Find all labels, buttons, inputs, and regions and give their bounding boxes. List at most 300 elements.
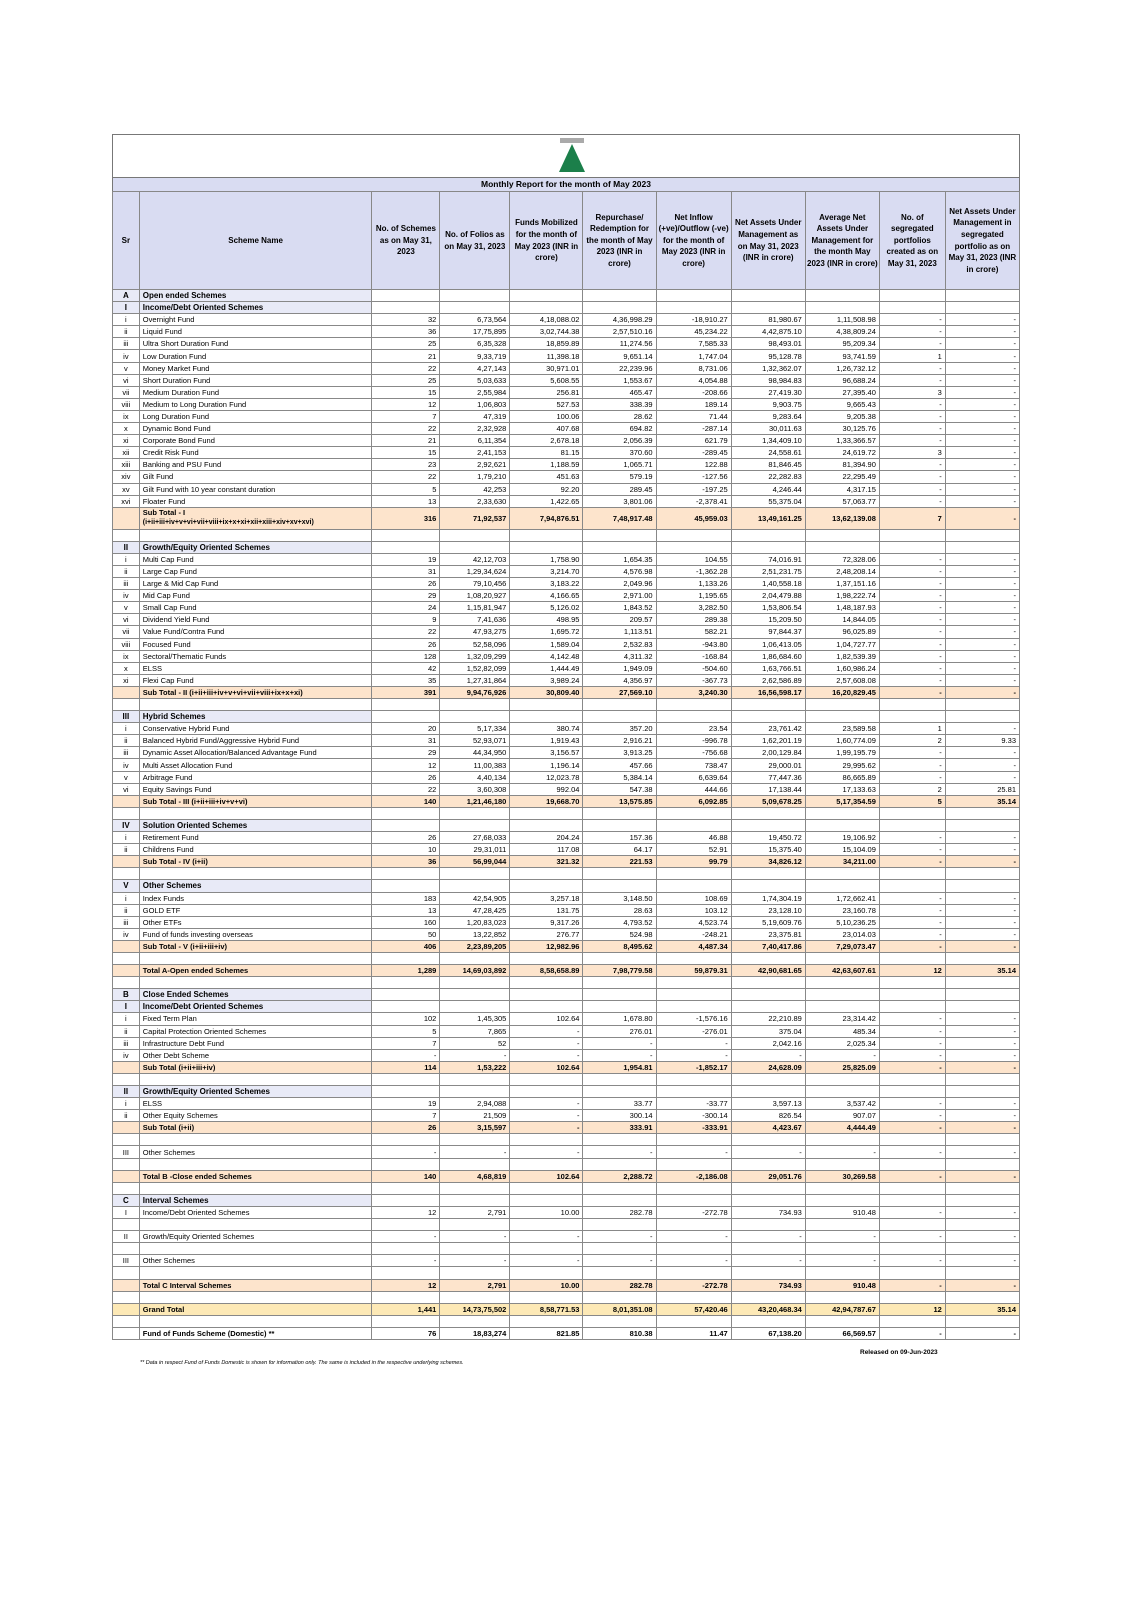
empty-cell <box>510 952 583 964</box>
row-name: Sub Total - III (i+ii+iii+iv+v+vi) <box>139 795 372 807</box>
row-value: 4,444.49 <box>805 1122 879 1134</box>
row-value: 992.04 <box>510 783 583 795</box>
empty-cell <box>805 1086 879 1098</box>
row-value: - <box>945 483 1019 495</box>
row-name: Corporate Bond Fund <box>139 435 372 447</box>
col-header: No. of Schemes as on May 31, 2023 <box>372 192 440 290</box>
row-value: 1,74,304.19 <box>731 892 805 904</box>
row-value: - <box>945 723 1019 735</box>
row-value: 579.19 <box>583 471 656 483</box>
report-table <box>112 191 1020 1340</box>
row-name: Money Market Fund <box>139 362 372 374</box>
section-header-row <box>113 880 1020 892</box>
empty-cell <box>440 541 510 553</box>
empty-cell <box>731 711 805 723</box>
row-name: Other Debt Scheme <box>139 1049 372 1061</box>
row-value: 45,234.22 <box>656 326 731 338</box>
row-value: - <box>879 1327 945 1339</box>
empty-cell <box>945 952 1019 964</box>
logo-area <box>112 134 1020 177</box>
row-value: 1,654.35 <box>583 553 656 565</box>
empty-cell <box>510 1158 583 1170</box>
total-row <box>113 1303 1020 1315</box>
empty-cell <box>656 1243 731 1255</box>
spacer-row <box>113 1219 1020 1231</box>
row-value: 5,384.14 <box>583 771 656 783</box>
row-value: -197.25 <box>656 483 731 495</box>
row-value: 9,33,719 <box>440 350 510 362</box>
empty-cell <box>440 1219 510 1231</box>
section-title: Open ended Schemes <box>139 290 372 302</box>
total-row <box>113 507 1020 529</box>
empty-cell <box>510 989 583 1001</box>
row-value: 47,93,275 <box>440 626 510 638</box>
empty-cell <box>945 711 1019 723</box>
row-value: 30,125.76 <box>805 423 879 435</box>
empty-cell <box>731 1182 805 1194</box>
table-row <box>113 650 1020 662</box>
table-row <box>113 928 1020 940</box>
row-name: Low Duration Fund <box>139 350 372 362</box>
spacer-row <box>113 1267 1020 1279</box>
row-value: - <box>656 1255 731 1267</box>
empty-cell <box>113 952 140 964</box>
row-name: Large & Mid Cap Fund <box>139 578 372 590</box>
row-value: - <box>879 578 945 590</box>
row-value: - <box>945 374 1019 386</box>
row-value: 1,695.72 <box>510 626 583 638</box>
row-value: 24,558.61 <box>731 447 805 459</box>
row-value: 1,63,766.51 <box>731 662 805 674</box>
row-sr: xi <box>113 674 140 686</box>
row-value: - <box>510 1110 583 1122</box>
row-value: - <box>879 638 945 650</box>
col-header: Net Assets Under Management as on May 31, 2023 (INR in crore) <box>731 192 805 290</box>
row-value: 19,668.70 <box>510 795 583 807</box>
row-sr: iii <box>113 578 140 590</box>
row-value: - <box>879 674 945 686</box>
empty-cell <box>510 1243 583 1255</box>
empty-cell <box>945 880 1019 892</box>
row-value: 1,919.43 <box>510 735 583 747</box>
empty-cell <box>879 1219 945 1231</box>
row-value: 117.08 <box>510 844 583 856</box>
empty-cell <box>945 819 1019 831</box>
row-value: - <box>945 1231 1019 1243</box>
row-value: 42 <box>372 662 440 674</box>
row-sr: i <box>113 892 140 904</box>
row-value: 12 <box>879 965 945 977</box>
empty-cell <box>656 1194 731 1206</box>
row-value: 1,113.51 <box>583 626 656 638</box>
row-value: 66,569.57 <box>805 1327 879 1339</box>
row-sr: I <box>113 302 140 314</box>
empty-cell <box>440 1001 510 1013</box>
row-value: -127.56 <box>656 471 731 483</box>
empty-cell <box>879 699 945 711</box>
row-value: - <box>440 1146 510 1158</box>
empty-cell <box>583 1001 656 1013</box>
row-value: -272.78 <box>656 1206 731 1218</box>
row-value: - <box>879 326 945 338</box>
row-value: 103.12 <box>656 904 731 916</box>
table-row <box>113 374 1020 386</box>
row-value: 9,665.43 <box>805 398 879 410</box>
row-value: 1,79,210 <box>440 471 510 483</box>
row-value: - <box>583 1231 656 1243</box>
row-sr: ii <box>113 735 140 747</box>
table-row <box>113 565 1020 577</box>
empty-cell <box>656 541 731 553</box>
empty-cell <box>372 711 440 723</box>
row-value: - <box>945 1327 1019 1339</box>
row-value: 42,253 <box>440 483 510 495</box>
row-value: 93,741.59 <box>805 350 879 362</box>
empty-cell <box>805 977 879 989</box>
row-value: 59,879.31 <box>656 965 731 977</box>
empty-cell <box>805 1134 879 1146</box>
row-value: 4,38,809.24 <box>805 326 879 338</box>
empty-cell <box>113 868 140 880</box>
section-title: Other Schemes <box>139 880 372 892</box>
row-value: 621.79 <box>656 435 731 447</box>
row-name: GOLD ETF <box>139 904 372 916</box>
row-value: - <box>879 614 945 626</box>
row-value: - <box>945 410 1019 422</box>
row-value: 1,45,305 <box>440 1013 510 1025</box>
empty-cell <box>805 1243 879 1255</box>
row-value: 4,36,998.29 <box>583 314 656 326</box>
table-row <box>113 350 1020 362</box>
empty-cell <box>656 1086 731 1098</box>
row-value: 10.00 <box>510 1279 583 1291</box>
row-value: 2,57,510.16 <box>583 326 656 338</box>
row-value: 826.54 <box>731 1110 805 1122</box>
row-name: Liquid Fund <box>139 326 372 338</box>
row-value: 289.38 <box>656 614 731 626</box>
row-value: 24,628.09 <box>731 1061 805 1073</box>
row-value: - <box>945 1170 1019 1182</box>
row-value: 406 <box>372 940 440 952</box>
section-title: Growth/Equity Oriented Schemes <box>139 541 372 553</box>
empty-cell <box>731 1134 805 1146</box>
empty-cell <box>879 1086 945 1098</box>
empty-cell <box>731 529 805 541</box>
row-value: 3,02,744.38 <box>510 326 583 338</box>
row-value: 140 <box>372 795 440 807</box>
table-row <box>113 759 1020 771</box>
row-name: Overnight Fund <box>139 314 372 326</box>
row-name: Multi Cap Fund <box>139 553 372 565</box>
released-date: Released on 09-Jun-2023 <box>860 1349 938 1356</box>
empty-cell <box>731 541 805 553</box>
empty-cell <box>510 699 583 711</box>
row-name: Retirement Fund <box>139 832 372 844</box>
row-value: 357.20 <box>583 723 656 735</box>
empty-cell <box>583 1158 656 1170</box>
row-value: - <box>372 1146 440 1158</box>
table-row <box>113 614 1020 626</box>
row-value: - <box>945 590 1019 602</box>
row-name: Gilt Fund with 10 year constant duration <box>139 483 372 495</box>
row-value: 11,274.56 <box>583 338 656 350</box>
empty-cell <box>440 1086 510 1098</box>
row-value: -33.77 <box>656 1098 731 1110</box>
row-name: Gilt Fund <box>139 471 372 483</box>
row-value: 3,989.24 <box>510 674 583 686</box>
row-value: 407.68 <box>510 423 583 435</box>
row-value: 22,239.96 <box>583 362 656 374</box>
empty-cell <box>879 1243 945 1255</box>
row-value: 12 <box>372 1279 440 1291</box>
row-value: 1,195.65 <box>656 590 731 602</box>
row-value: 9.33 <box>945 735 1019 747</box>
row-name: Long Duration Fund <box>139 410 372 422</box>
section-header-row <box>113 1001 1020 1013</box>
row-value: - <box>945 1037 1019 1049</box>
col-header: No. of segregated portfolios created as on May 31, 2023 <box>879 192 945 290</box>
row-value: 1,34,409.10 <box>731 435 805 447</box>
table-row <box>113 626 1020 638</box>
row-sr: iii <box>113 747 140 759</box>
table-row <box>113 1255 1020 1267</box>
row-value: 47,28,425 <box>440 904 510 916</box>
table-row <box>113 844 1020 856</box>
row-value: 25 <box>372 338 440 350</box>
row-name: Total A-Open ended Schemes <box>139 965 372 977</box>
empty-cell <box>372 880 440 892</box>
row-value: 102.64 <box>510 1170 583 1182</box>
row-value: 1 <box>879 723 945 735</box>
row-value: - <box>879 590 945 602</box>
row-value: -333.91 <box>656 1122 731 1134</box>
row-sr <box>113 795 140 807</box>
section-header-row <box>113 711 1020 723</box>
empty-cell <box>372 1243 440 1255</box>
spacer-row <box>113 1182 1020 1194</box>
row-value: - <box>945 940 1019 952</box>
row-value: 3 <box>879 386 945 398</box>
empty-cell <box>656 1158 731 1170</box>
row-value: 2,57,608.08 <box>805 674 879 686</box>
row-value: -996.78 <box>656 735 731 747</box>
row-value: 26 <box>372 1122 440 1134</box>
row-value: 2 <box>879 735 945 747</box>
row-sr: iv <box>113 759 140 771</box>
row-value: 19 <box>372 1098 440 1110</box>
row-value: - <box>879 832 945 844</box>
empty-cell <box>879 977 945 989</box>
empty-cell <box>879 290 945 302</box>
row-value: 1,133.26 <box>656 578 731 590</box>
row-value: - <box>879 1255 945 1267</box>
row-value: 140 <box>372 1170 440 1182</box>
empty-cell <box>510 819 583 831</box>
row-name: Small Cap Fund <box>139 602 372 614</box>
row-name: Mid Cap Fund <box>139 590 372 602</box>
total-row <box>113 1327 1020 1339</box>
row-value: 7,98,779.58 <box>583 965 656 977</box>
empty-cell <box>656 989 731 1001</box>
table-row <box>113 447 1020 459</box>
row-value: - <box>945 362 1019 374</box>
row-value: - <box>945 686 1019 698</box>
row-value: 22 <box>372 783 440 795</box>
spacer-row <box>113 868 1020 880</box>
empty-cell <box>372 977 440 989</box>
row-value: 102 <box>372 1013 440 1025</box>
row-value: - <box>945 1025 1019 1037</box>
row-value: 14,844.05 <box>805 614 879 626</box>
row-name: Sub Total (i+ii+iii+iv) <box>139 1061 372 1073</box>
row-value: 50 <box>372 928 440 940</box>
row-value: 28.62 <box>583 410 656 422</box>
row-value: 10 <box>372 844 440 856</box>
row-value: 1,82,539.39 <box>805 650 879 662</box>
section-title: Close Ended Schemes <box>139 989 372 1001</box>
row-value: - <box>731 1049 805 1061</box>
col-header: Funds Mobilized for the month of May 2023 (INR in crore) <box>510 192 583 290</box>
row-value: 7 <box>372 1037 440 1049</box>
row-value: - <box>945 553 1019 565</box>
row-value: 5,17,354.59 <box>805 795 879 807</box>
row-value: - <box>945 844 1019 856</box>
row-sr: ii <box>113 565 140 577</box>
row-name: Floater Fund <box>139 495 372 507</box>
row-value: - <box>879 423 945 435</box>
row-value: 19 <box>372 553 440 565</box>
row-value: - <box>945 326 1019 338</box>
row-value: 4,356.97 <box>583 674 656 686</box>
empty-cell <box>139 977 372 989</box>
row-sr: II <box>113 541 140 553</box>
row-value: 1,98,222.74 <box>805 590 879 602</box>
row-value: 4,523.74 <box>656 916 731 928</box>
table-row <box>113 1037 1020 1049</box>
empty-cell <box>731 977 805 989</box>
row-value: 25.81 <box>945 783 1019 795</box>
total-row <box>113 1170 1020 1182</box>
empty-cell <box>113 1073 140 1085</box>
spacer-row <box>113 1243 1020 1255</box>
empty-cell <box>583 977 656 989</box>
row-value: - <box>945 1255 1019 1267</box>
empty-cell <box>139 1267 372 1279</box>
row-sr: v <box>113 602 140 614</box>
empty-cell <box>656 880 731 892</box>
row-value: 29,995.62 <box>805 759 879 771</box>
row-name: ELSS <box>139 1098 372 1110</box>
row-value: 1,27,31,864 <box>440 674 510 686</box>
row-value: 9,94,76,926 <box>440 686 510 698</box>
row-value: 35.14 <box>945 795 1019 807</box>
row-value: - <box>731 1146 805 1158</box>
row-value: 3,537.42 <box>805 1098 879 1110</box>
row-value: 2,791 <box>440 1279 510 1291</box>
row-value: 27,419.30 <box>731 386 805 398</box>
row-value: 2,92,621 <box>440 459 510 471</box>
row-sr: II <box>113 1231 140 1243</box>
row-value: - <box>879 1037 945 1049</box>
empty-cell <box>510 302 583 314</box>
table-row <box>113 735 1020 747</box>
row-sr: xv <box>113 483 140 495</box>
row-value: 3,183.22 <box>510 578 583 590</box>
row-value: 8,495.62 <box>583 940 656 952</box>
empty-cell <box>805 1291 879 1303</box>
row-value: 2,025.34 <box>805 1037 879 1049</box>
row-name: Income/Debt Oriented Schemes <box>139 1206 372 1218</box>
row-value: 81.15 <box>510 447 583 459</box>
row-value: 30,269.58 <box>805 1170 879 1182</box>
row-value: - <box>372 1255 440 1267</box>
row-sr: B <box>113 989 140 1001</box>
total-row <box>113 1061 1020 1073</box>
row-value: 34,826.12 <box>731 856 805 868</box>
row-sr: i <box>113 553 140 565</box>
row-value: 1,678.80 <box>583 1013 656 1025</box>
empty-cell <box>372 1086 440 1098</box>
row-sr: vi <box>113 783 140 795</box>
empty-cell <box>440 302 510 314</box>
row-name: Equity Savings Fund <box>139 783 372 795</box>
row-value: 160 <box>372 916 440 928</box>
col-header: Scheme Name <box>139 192 372 290</box>
row-value: 42,94,787.67 <box>805 1303 879 1315</box>
row-value: 4,68,819 <box>440 1170 510 1182</box>
row-name: ELSS <box>139 662 372 674</box>
row-sr: v <box>113 362 140 374</box>
row-value: 11.47 <box>656 1327 731 1339</box>
empty-cell <box>731 819 805 831</box>
row-value: 910.48 <box>805 1206 879 1218</box>
row-value: 1,06,413.05 <box>731 638 805 650</box>
empty-cell <box>440 880 510 892</box>
row-value: 3,597.13 <box>731 1098 805 1110</box>
table-row <box>113 578 1020 590</box>
empty-cell <box>805 1315 879 1327</box>
empty-cell <box>440 1291 510 1303</box>
row-sr: vi <box>113 614 140 626</box>
empty-cell <box>440 1073 510 1085</box>
row-value: 2,62,586.89 <box>731 674 805 686</box>
row-value: 96,688.24 <box>805 374 879 386</box>
empty-cell <box>656 952 731 964</box>
row-value: 7,41,636 <box>440 614 510 626</box>
empty-cell <box>510 977 583 989</box>
row-value: 81,980.67 <box>731 314 805 326</box>
row-sr: ii <box>113 904 140 916</box>
row-value: - <box>879 1025 945 1037</box>
empty-cell <box>510 1315 583 1327</box>
row-value: - <box>945 1049 1019 1061</box>
row-value: 5,10,236.25 <box>805 916 879 928</box>
row-sr: iv <box>113 928 140 940</box>
row-value: 64.17 <box>583 844 656 856</box>
empty-cell <box>113 1134 140 1146</box>
row-value: 55,375.04 <box>731 495 805 507</box>
row-value: 102.64 <box>510 1013 583 1025</box>
row-value: 6,092.85 <box>656 795 731 807</box>
empty-cell <box>583 541 656 553</box>
empty-cell <box>139 952 372 964</box>
row-value: 1,32,09,299 <box>440 650 510 662</box>
empty-cell <box>583 711 656 723</box>
row-value: 2,042.16 <box>731 1037 805 1049</box>
empty-cell <box>440 290 510 302</box>
row-value: - <box>372 1231 440 1243</box>
row-value: 23.54 <box>656 723 731 735</box>
